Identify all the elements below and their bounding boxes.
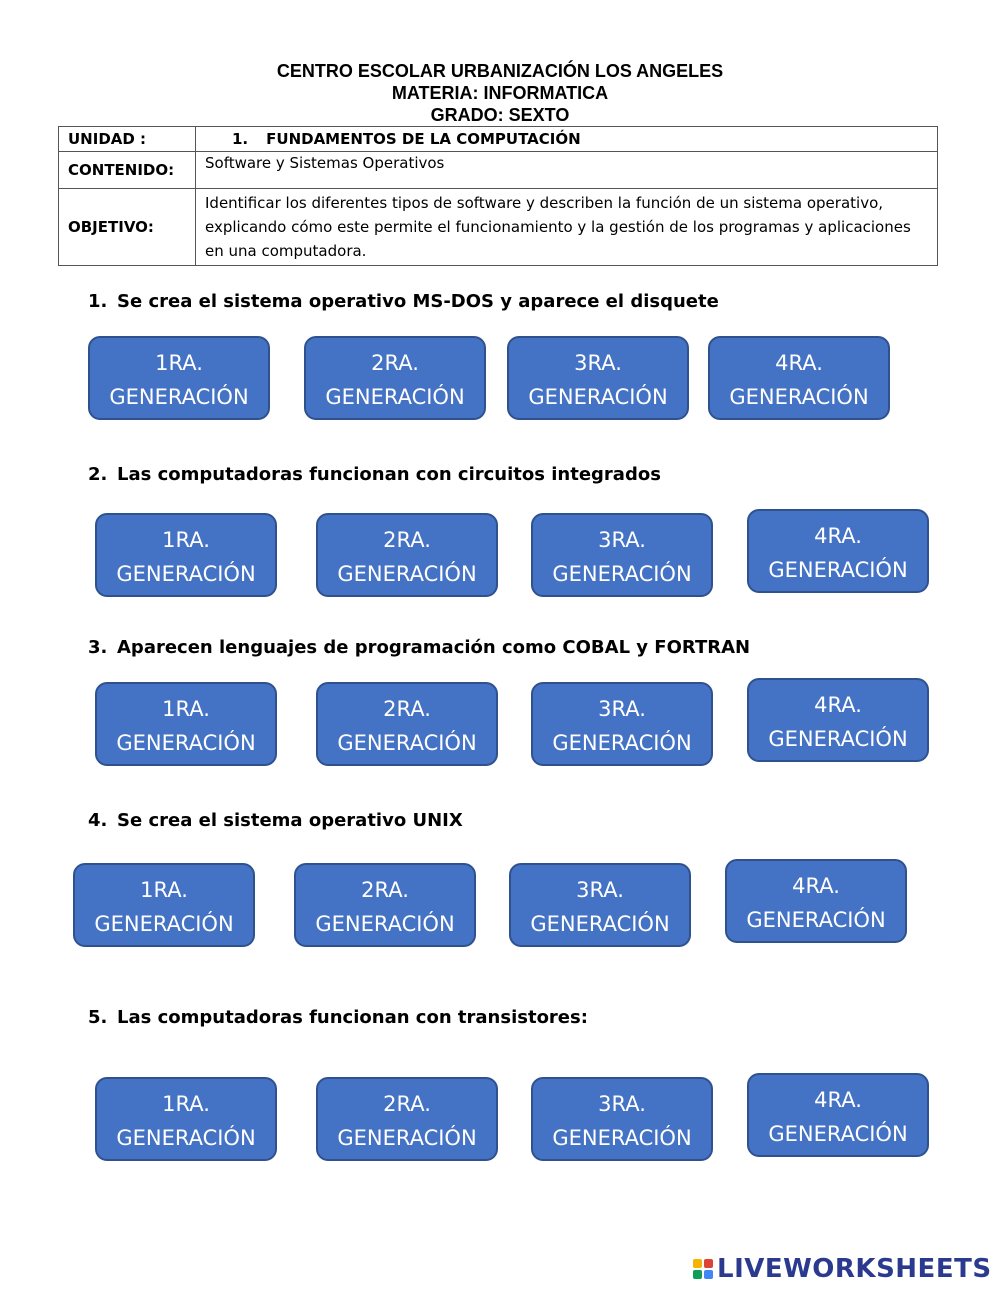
logo-square-3	[693, 1270, 702, 1279]
unit-value	[196, 127, 938, 152]
q1-option-4ra-generacion[interactable]: 4RA. GENERACIÓN	[708, 336, 890, 420]
logo-square-4	[704, 1270, 713, 1279]
q5-option-4ra-generacion[interactable]: 4RA. GENERACIÓN	[747, 1073, 929, 1157]
q1-option-2ra-generacion[interactable]: 2RA. GENERACIÓN	[304, 336, 486, 420]
q2-option-4ra-generacion[interactable]: 4RA. GENERACIÓN	[747, 509, 929, 593]
q5-option-2ra-generacion[interactable]: 2RA. GENERACIÓN	[316, 1077, 498, 1161]
q3-option-2ra-generacion[interactable]: 2RA. GENERACIÓN	[316, 682, 498, 766]
q3-option-1ra-generacion[interactable]: 1RA. GENERACIÓN	[95, 682, 277, 766]
q1-option-3ra-generacion[interactable]: 3RA. GENERACIÓN	[507, 336, 689, 420]
q4-option-1ra-generacion[interactable]: 1RA. GENERACIÓN	[73, 863, 255, 947]
question-1: 1. Se crea el sistema operativo MS-DOS y aparece el disquete	[88, 291, 719, 312]
subject-line: MATERIA: INFORMATICA	[391, 83, 609, 103]
q2-option-2ra-generacion[interactable]: 2RA. GENERACIÓN	[316, 513, 498, 597]
unit-title: FUNDAMENTOS DE LA COMPUTACIÓN	[266, 130, 581, 148]
logo-text: LIVEWORKSHEETS	[717, 1254, 992, 1284]
q4-option-4ra-generacion[interactable]: 4RA. GENERACIÓN	[725, 859, 907, 943]
question-5: 5. Las computadoras funcionan con transistores:	[88, 1007, 588, 1028]
question-3: 3. Aparecen lenguajes de programación como COBAL y FORTRAN	[88, 637, 751, 658]
logo-square-1	[693, 1259, 702, 1268]
unit-number: 1.	[232, 130, 249, 148]
q3-option-3ra-generacion[interactable]: 3RA. GENERACIÓN	[531, 682, 713, 766]
school-name: CENTRO ESCOLAR URBANIZACIÓN LOS ANGELES	[276, 61, 724, 81]
q2-option-3ra-generacion[interactable]: 3RA. GENERACIÓN	[531, 513, 713, 597]
grade-line: GRADO: SEXTO	[430, 105, 570, 125]
document-header	[0, 60, 1000, 126]
content-label: CONTENIDO:	[59, 152, 196, 189]
question-2: 2. Las computadoras funcionan con circuitos integrados	[88, 464, 661, 485]
liveworksheets-logo	[693, 1254, 992, 1284]
q1-option-1ra-generacion[interactable]: 1RA. GENERACIÓN	[88, 336, 270, 420]
info-table	[58, 126, 938, 266]
unit-label: UNIDAD :	[59, 127, 196, 152]
q5-option-1ra-generacion[interactable]: 1RA. GENERACIÓN	[95, 1077, 277, 1161]
content-value: Software y Sistemas Operativos	[196, 152, 938, 189]
q5-option-3ra-generacion[interactable]: 3RA. GENERACIÓN	[531, 1077, 713, 1161]
q3-option-4ra-generacion[interactable]: 4RA. GENERACIÓN	[747, 678, 929, 762]
logo-icon	[693, 1259, 713, 1279]
objective-value: Identificar los diferentes tipos de software y describen la función de un sistema operativo, explicando cómo este permite el funcionamiento y la gestión de los programas y aplicaciones en una computadora.	[196, 189, 938, 266]
logo-square-2	[704, 1259, 713, 1268]
q4-option-3ra-generacion[interactable]: 3RA. GENERACIÓN	[509, 863, 691, 947]
q2-option-1ra-generacion[interactable]: 1RA. GENERACIÓN	[95, 513, 277, 597]
question-4: 4. Se crea el sistema operativo UNIX	[88, 810, 463, 831]
q4-option-2ra-generacion[interactable]: 2RA. GENERACIÓN	[294, 863, 476, 947]
objective-label: OBJETIVO:	[59, 189, 196, 266]
